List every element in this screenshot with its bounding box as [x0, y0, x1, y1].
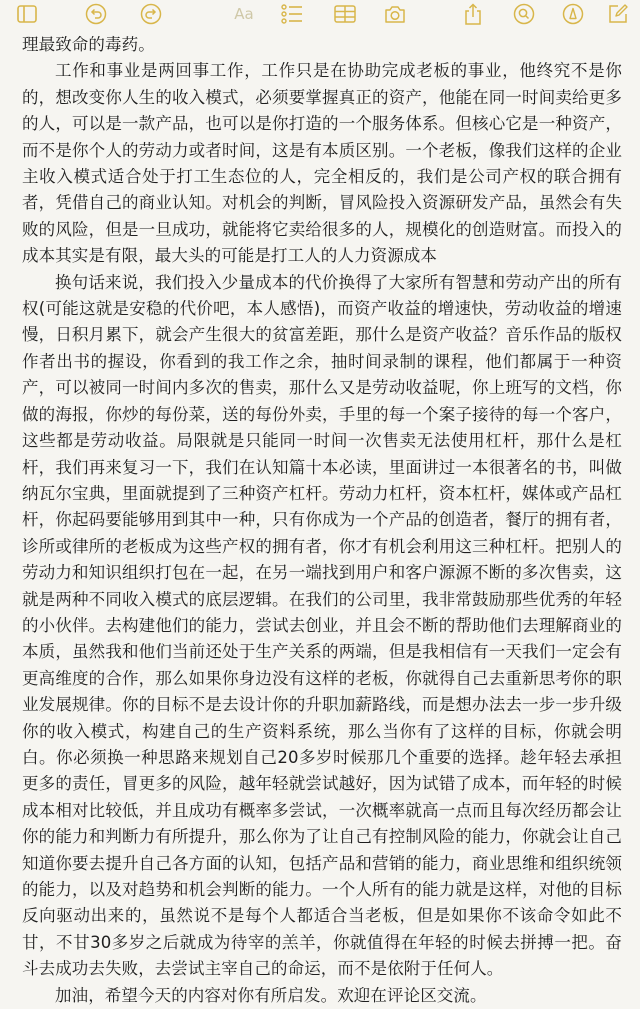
sidebar-icon[interactable] [15, 2, 39, 26]
undo-icon[interactable] [84, 2, 108, 26]
search-in-note-icon[interactable] [512, 2, 536, 26]
redo-icon[interactable] [139, 2, 163, 26]
compose-icon[interactable] [606, 2, 630, 26]
markup-pen-icon[interactable] [561, 2, 585, 26]
toolbar [0, 0, 640, 30]
camera-icon[interactable] [383, 2, 407, 26]
checklist-icon[interactable] [280, 2, 304, 26]
note-paragraph-1: 工作和事业是两回事工作，工作只是在协助完成老板的事业，他终究不是你的，想改变你人生的收入模式，必须要掌握真正的资产，他能在同一时间卖给更多的人，可以是一款产品，也可以是你打造的一个服务体系。但核心它是一种资产，而不是你个人的劳动力或者时间，这是有本质区别。一个老板，像我们这样的企业主收入模式适合处于打工生态位的人，完全相反的，我们是公司产权的联合拥有者，凭借自己的商业认知。对机会的判断，冒风险投入资源研发产品，虽然会有失败的风险，但是一旦成功，就能将它卖给很多的人，规模化的创造财富。而投入的成本其实是有限，最大头的可能是打工人的人力资源成本 [22, 61, 622, 266]
note-body[interactable] [22, 32, 622, 1005]
note-paragraph-2: 换句话来说，我们投入少量成本的代价换得了大家所有智慧和劳动产出的所有权(可能这就是安稳的代价吧，本人感悟)，而资产收益的增速快，劳动收益的增速慢，日积月累下，就会产生很大的贫富差距，那什么是资产收益？音乐作品的版权作者出书的握设，你看到的我工作之余，抽时间录制的课程，他们都属于一种资产，可以被同一时间内多次的售卖，那什么又是劳动收益呢，你上班写的文档，你做的海报，你炒的每份菜，送的每份外卖，手里的每一个案子接待的每一个客户，这些都是劳动收益。局限就是只能同一时间一次售卖无法使用杠杆，那什么是杠杆，我们再来复习一下，我们在认知篇十本必读，里面讲过一本很著名的书，叫做纳瓦尔宝典，里面就提到了三种资产杠杆。劳动力杠杆，资本杠杆，媒体或产品杠杆，你起码要能够用到其中一种，只有你成为一个产品的创造者，餐厅的拥有者，诊所或律所的老板成为这些产权的拥有者，你才有机会利用这三种杠杆。把别人的劳动力和知识组织打包在一起，在另一端找到用户和客户源源不断的多次售卖，这就是两种不同收入模式的底层逻辑。在我们的公司里，我非常鼓励那些优秀的年轻的小伙伴。去构建他们的能力，尝试去创业，并且会不断的帮助他们去理解商业的本质，虽然我和他们当前还处于生产关系的两端，但是我相信有一天我们一定会有更高维度的合作，那么如果你身边没有这样的老板，你就得自己去重新思考你的职业发展规律。你的目标不是去设计你的升职加薪路线，而是想办法去一步一步升级你的收入模式，构建自己的生产资料系统，那么当你有了这样的目标，你就会明白。你必须换一种思路来规划自己20多岁时候那几个重要的选择。趁年轻去承担更多的责任，冒更多的风险，越年轻就尝试越好，因为试错了成本，而年轻的时候成本相对比较低，并且成功有概率多尝试，一次概率就高一点而且每次经历都会让你的能力和判断力有所提升，那么你为了让自己有控制风险的能力，你就会让自己知道你要去提升自己各方面的认知，包括产品和营销的能力，商业思维和组织统领的能力，以及对趋势和机会判断的能力。一个人所有的能力就是这样，对他的目标反向驱动出来的，虽然说不是每个人都适合当老板，但是如果你不该命令如此不甘，不甘30多岁之后就成为待宰的羔羊，你就值得在年轻的时候去拼搏一把。奋斗去成功去失败，去尝试主宰自己的命运，而不是依附于任何人。 [22, 272, 622, 979]
text-format-icon[interactable]: Aa [234, 5, 254, 23]
table-icon[interactable] [333, 2, 357, 26]
note-paragraph-3: 加油，希望今天的内容对你有所启发。欢迎在评论区交流。 [55, 985, 487, 1005]
share-icon[interactable] [461, 2, 485, 26]
note-paragraph-0: 理最致命的毒药。 [22, 35, 155, 54]
